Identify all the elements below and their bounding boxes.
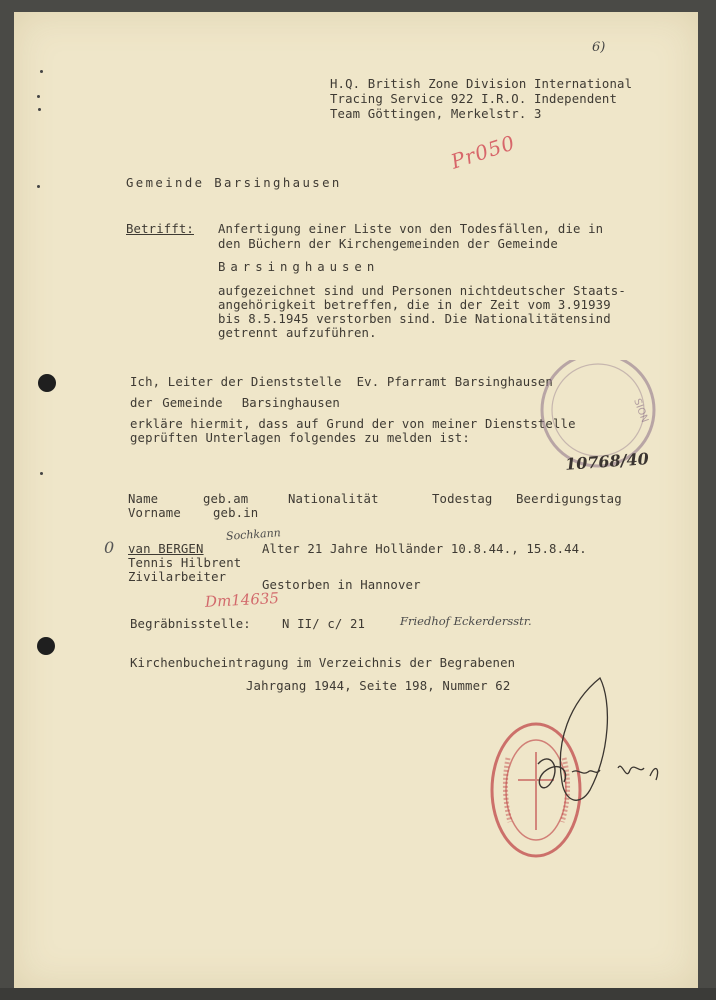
burial-label: Begräbnisstelle: [130,617,251,631]
declaration-line-2: der Gemeinde Barsinghausen [130,396,340,410]
subject-line-5: bis 8.5.1945 verstorben sind. Die Nationalitätensind [218,312,611,326]
red-handwritten-number: Dm14635 [204,589,280,611]
margin-mark [38,108,41,111]
svg-text:SION: SION [631,397,650,425]
burial-value: N II/ c/ 21 [282,617,366,631]
handwritten-over-surname: Sochkann [225,526,282,543]
subject-place: Barsinghausen [218,260,380,274]
entry-first-names: Tennis Hilbrent [128,556,242,570]
register-line-1: Kirchenbucheintragung im Verzeichnis der Begrabenen [130,656,516,670]
entry-marker: 0 [104,538,115,557]
header-line-3: Team Göttingen, Merkelstr. 3 [330,107,542,121]
entry-death-place: Gestorben in Hannover [262,578,421,592]
stamp-number: 10768/40 [564,449,650,474]
margin-mark [40,472,43,475]
declaration-line-1: Ich, Leiter der Dienststelle Ev. Pfarramt Barsinghausen [130,375,553,389]
header-line-2: Tracing Service 922 I.R.O. Independent [330,92,618,106]
header-line-1: H.Q. British Zone Division International [330,77,633,91]
col-header-beerdigungstag: Beerdigungstag [516,492,622,506]
entry-details: Alter 21 Jahre Holländer 10.8.44., 15.8.44. [262,542,587,556]
entry-surname: van BERGEN [128,542,204,556]
col-header-name: Name [128,492,159,506]
page-number: 6) [592,40,606,55]
col-header-geb-am: geb.am [203,492,249,506]
margin-mark [37,95,40,98]
punch-hole-bottom [37,637,55,655]
margin-mark [37,185,40,188]
col-header-geb-in: geb.in [213,506,259,520]
subject-line-3: aufgezeichnet sind und Personen nichtdeutscher Staats- [218,284,626,298]
entry-occupation: Zivilarbeiter [128,570,227,584]
red-annotation: Pr050 [447,130,519,174]
burial-handwritten-cemetery: Friedhof Eckerdersstr. [400,614,532,628]
col-header-vorname: Vorname [128,506,181,520]
recipient: Gemeinde Barsinghausen [126,176,342,190]
register-line-2: Jahrgang 1944, Seite 198, Nummer 62 [246,679,511,693]
col-header-todestag: Todestag [432,492,493,506]
subject-label: Betrifft: [126,222,194,236]
col-header-nationalitaet: Nationalität [288,492,379,506]
declaration-line-4: geprüften Unterlagen folgendes zu melden ist: [130,431,470,445]
subject-line-6: getrennt aufzuführen. [218,326,377,340]
margin-mark [40,70,43,73]
punch-hole-top [38,374,56,392]
scan-bottom-edge [0,988,716,1000]
subject-line-4: angehörigkeit betreffen, die in der Zeit vom 3.91939 [218,298,611,312]
pastor-signature [500,672,690,822]
subject-line-2: den Büchern der Kirchengemeinden der Gemeinde [218,237,558,251]
subject-line-1: Anfertigung einer Liste von den Todesfällen, die in [218,222,604,236]
declaration-line-3: erkläre hiermit, dass auf Grund der von meiner Dienststelle [130,417,576,431]
